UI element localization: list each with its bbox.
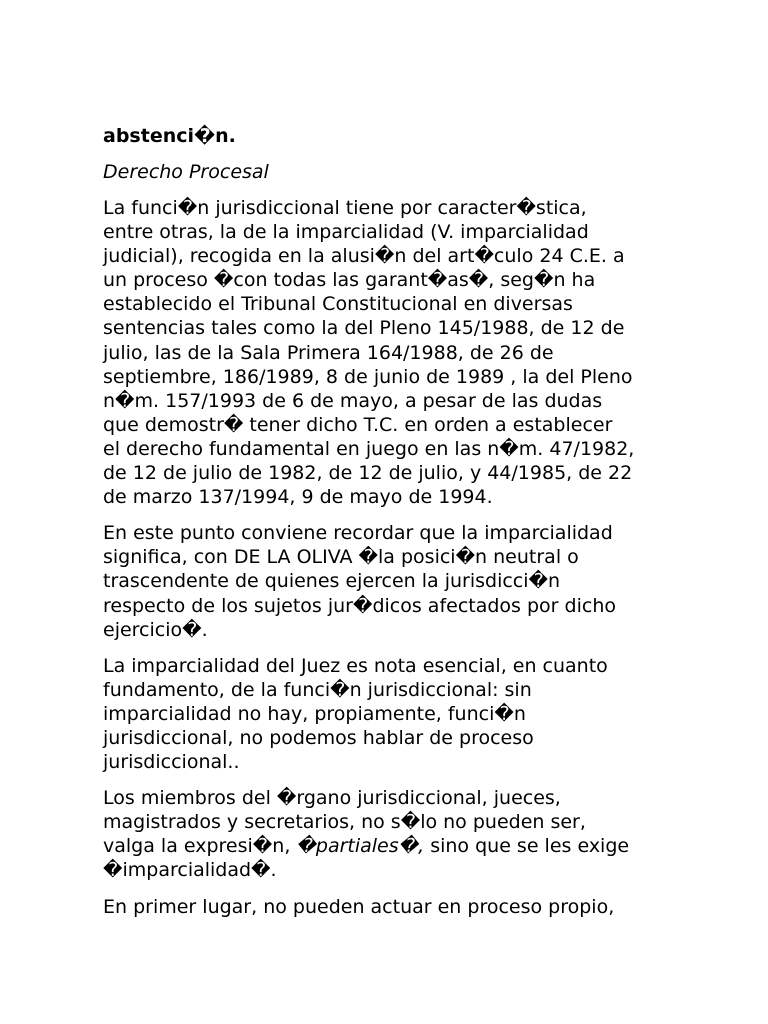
paragraph-line: magistrados y secretarios, no s�lo no pueden ser, — [103, 811, 586, 834]
paragraph-line: jurisdiccional, no podemos hablar de proceso — [103, 726, 534, 749]
paragraph-line: En primer lugar, no pueden actuar en proceso propio, — [103, 895, 615, 918]
paragraph-line: La imparcialidad del Juez es nota esencial, en cuanto — [103, 654, 608, 677]
paragraph-line: n�m. 157/1993 de 6 de mayo, a pesar de las dudas — [103, 389, 603, 412]
paragraph-line: fundamento, de la funci�n jurisdiccional: sin — [103, 678, 532, 701]
paragraph-1 — [103, 196, 673, 509]
paragraph-line: ejercicio�. — [103, 618, 208, 641]
document-title: abstenci�n. — [103, 125, 236, 147]
paragraph-line: septiembre, 186/1989, 8 de junio de 1989 , la del Pleno — [103, 365, 633, 388]
paragraph-line: significa, con DE LA OLIVA �la posici�n neutral o — [103, 546, 579, 569]
paragraph-line: judicial), recogida en la alusi�n del art�culo 24 C.E. a — [103, 245, 625, 268]
paragraph-line: jurisdiccional.. — [103, 751, 240, 774]
paragraph-line: Los miembros del �rgano jurisdiccional, jueces, — [103, 787, 561, 810]
paragraph-line: julio, las de la Sala Primera 164/1988, de 26 de — [103, 341, 554, 364]
paragraph-4 — [103, 786, 673, 882]
document-subtitle: Derecho Procesal — [103, 161, 269, 183]
paragraph-2 — [103, 521, 673, 641]
paragraph-line: un proceso �con todas las garant�as�, seg�n ha — [103, 269, 596, 292]
paragraph-line: de 12 de julio de 1982, de 12 de julio, y 44/1985, de 22 — [103, 462, 633, 485]
italic-term: �partiales�, — [296, 835, 425, 858]
paragraph-line: que demostr� tener dicho T.C. en orden a establecer — [103, 413, 613, 436]
document-page — [103, 122, 673, 931]
paragraph-line: �imparcialidad�. — [103, 859, 277, 882]
paragraph-line: respecto de los sujetos jur�dicos afectados por dicho — [103, 594, 616, 617]
paragraph-line: el derecho fundamental en juego en las n�m. 47/1982, — [103, 437, 635, 460]
paragraph-line: entre otras, la de la imparcialidad (V. imparcialidad — [103, 221, 589, 244]
paragraph-line: La funci�n jurisdiccional tiene por caracter�stica, — [103, 197, 587, 219]
paragraph-5 — [103, 895, 673, 919]
paragraph-line: sentencias tales como la del Pleno 145/1988, de 12 de — [103, 317, 625, 340]
paragraph-line: de marzo 137/1994, 9 de mayo de 1994. — [103, 486, 493, 509]
paragraph-line-mixed — [103, 834, 673, 858]
paragraph-line: trascendente de quienes ejercen la jurisdicci�n — [103, 570, 561, 593]
paragraph-line: En este punto conviene recordar que la imparcialidad — [103, 522, 613, 545]
paragraph-3 — [103, 654, 673, 774]
paragraph-line: establecido el Tribunal Constitucional en diversas — [103, 293, 573, 316]
line-text-after: sino que se les exige — [424, 835, 630, 858]
paragraph-line: imparcialidad no hay, propiamente, funci�n — [103, 702, 526, 725]
line-text-before: valga la expresi�n, — [103, 835, 297, 858]
